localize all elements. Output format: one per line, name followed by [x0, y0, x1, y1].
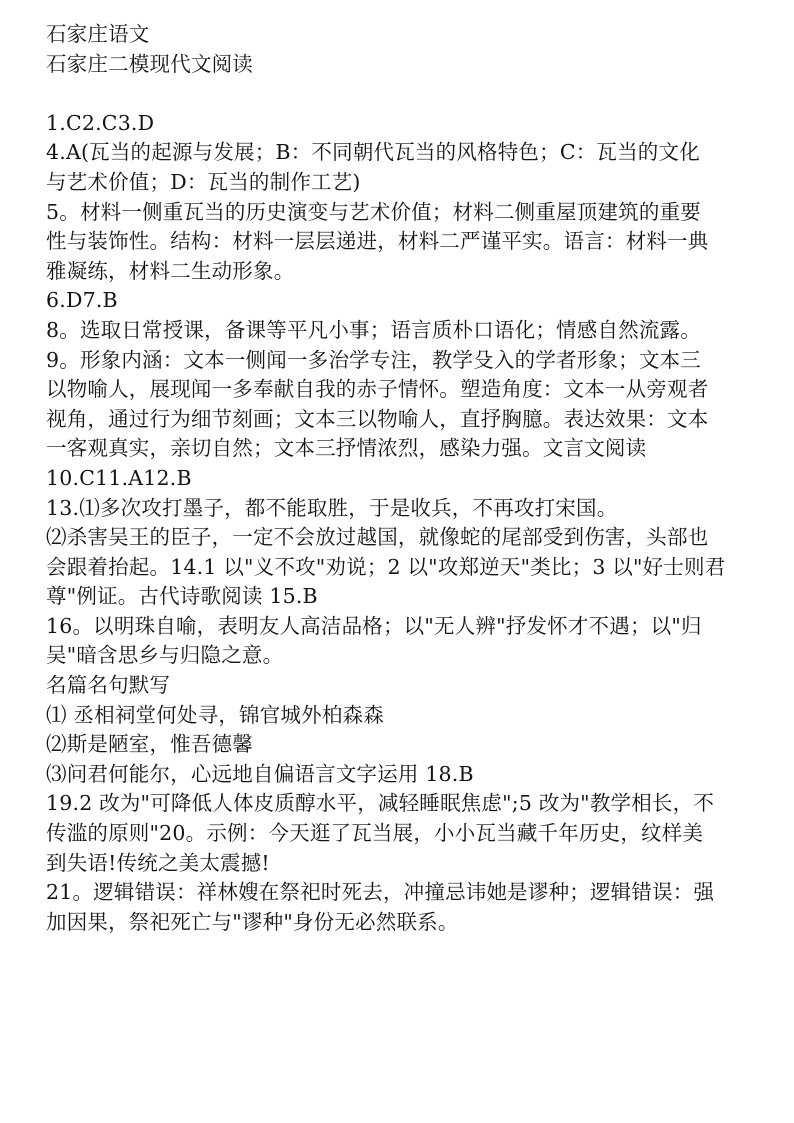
- text-line: 9。形象内涵：文本一侧闻一多治学专注，教学殳入的学者形象；文本三: [46, 347, 701, 372]
- text-line: 13.⑴多次攻打墨子，都不能取胜，于是收兵，不再攻打宋国。: [46, 495, 618, 520]
- text-line: 16。以明珠自喻，表明友人高洁品格；以"无人辨"抒发怀才不遇；以"归: [46, 613, 702, 638]
- text-line: 6.D7.B: [46, 288, 118, 313]
- text-line: ⑵斯是陋室，惟吾德馨: [46, 732, 253, 757]
- text-line: 吴"暗含思乡与归隐之意。: [46, 643, 284, 668]
- text-line: 雅凝练，材料二生动形象。: [46, 258, 295, 283]
- text-line: 1.C2.C3.D: [46, 110, 155, 135]
- text-line: ⑶问君何能尔，心远地自偏语言文字运用 18.B: [46, 761, 474, 786]
- text-line: 19.2 改为"可降低人体皮质醇水平，减轻睡眠焦虑";5 改为"教学相长，不: [46, 791, 715, 816]
- text-line: 8。选取日常授课，备课等平凡小事；语言质朴口语化；情感自然流露。: [46, 317, 701, 342]
- document-title: 石家庄语文: [46, 22, 150, 46]
- text-line: 21。逻辑错误：祥林嫂在祭祀时死去，冲撞忌讳她是谬种；逻辑错误：强: [46, 880, 715, 905]
- text-line: 视角，通过行为细节刻画；文本三以物喻人，直抒胸臆。表达效果：文本: [46, 406, 709, 431]
- text-line: 4.A(瓦当的起源与发展；B：不同朝代瓦当的风格特色；C：瓦当的文化: [46, 140, 700, 165]
- text-line: 10.C11.A12.B: [46, 465, 192, 490]
- text-line: 以物喻人，展现闻一多奉献自我的赤子情怀。塑造角度：文本一从旁观者: [46, 377, 709, 402]
- section-heading: 名篇名句默写: [46, 673, 171, 698]
- text-line: ⑵杀害吴王的臣子，一定不会放过越国，就像蛇的尾部受到伤害，头部也: [46, 525, 709, 550]
- document-subtitle: 石家庄二模现代文阅读: [46, 51, 253, 76]
- text-line: 传滥的原则"20。示例：今天逛了瓦当展，小小瓦当藏千年历史，纹样美: [46, 821, 704, 846]
- text-line: 性与装饰性。结构：材料一层层递进，材料二严谨平实。语言：材料一典: [46, 229, 709, 254]
- blank-line: [46, 79, 764, 109]
- text-line: 尊"例证。古代诗歌阅读 15.B: [46, 584, 318, 609]
- text-line: ⑴ 丞相祠堂何处寻，锦官城外柏森森: [46, 702, 384, 727]
- text-line: 会跟着抬起。14.1 以"义不攻"劝说；2 以"攻郑逆天"类比；3 以"好士则君: [46, 554, 726, 579]
- text-line: 与艺术价值；D：瓦当的制作工艺): [46, 169, 361, 194]
- text-line: 5。材料一侧重瓦当的历史演变与艺术价值；材料二侧重屋顶建筑的重要: [46, 199, 701, 224]
- text-line: 一客观真实，亲切自然；文本三抒情浓烈，感染力强。文言文阅读: [46, 436, 647, 461]
- text-line: 加因果，祭祀死亡与"谬种"身份无必然联系。: [46, 909, 459, 934]
- text-line: 到失语!传统之美太震撼!: [46, 850, 270, 875]
